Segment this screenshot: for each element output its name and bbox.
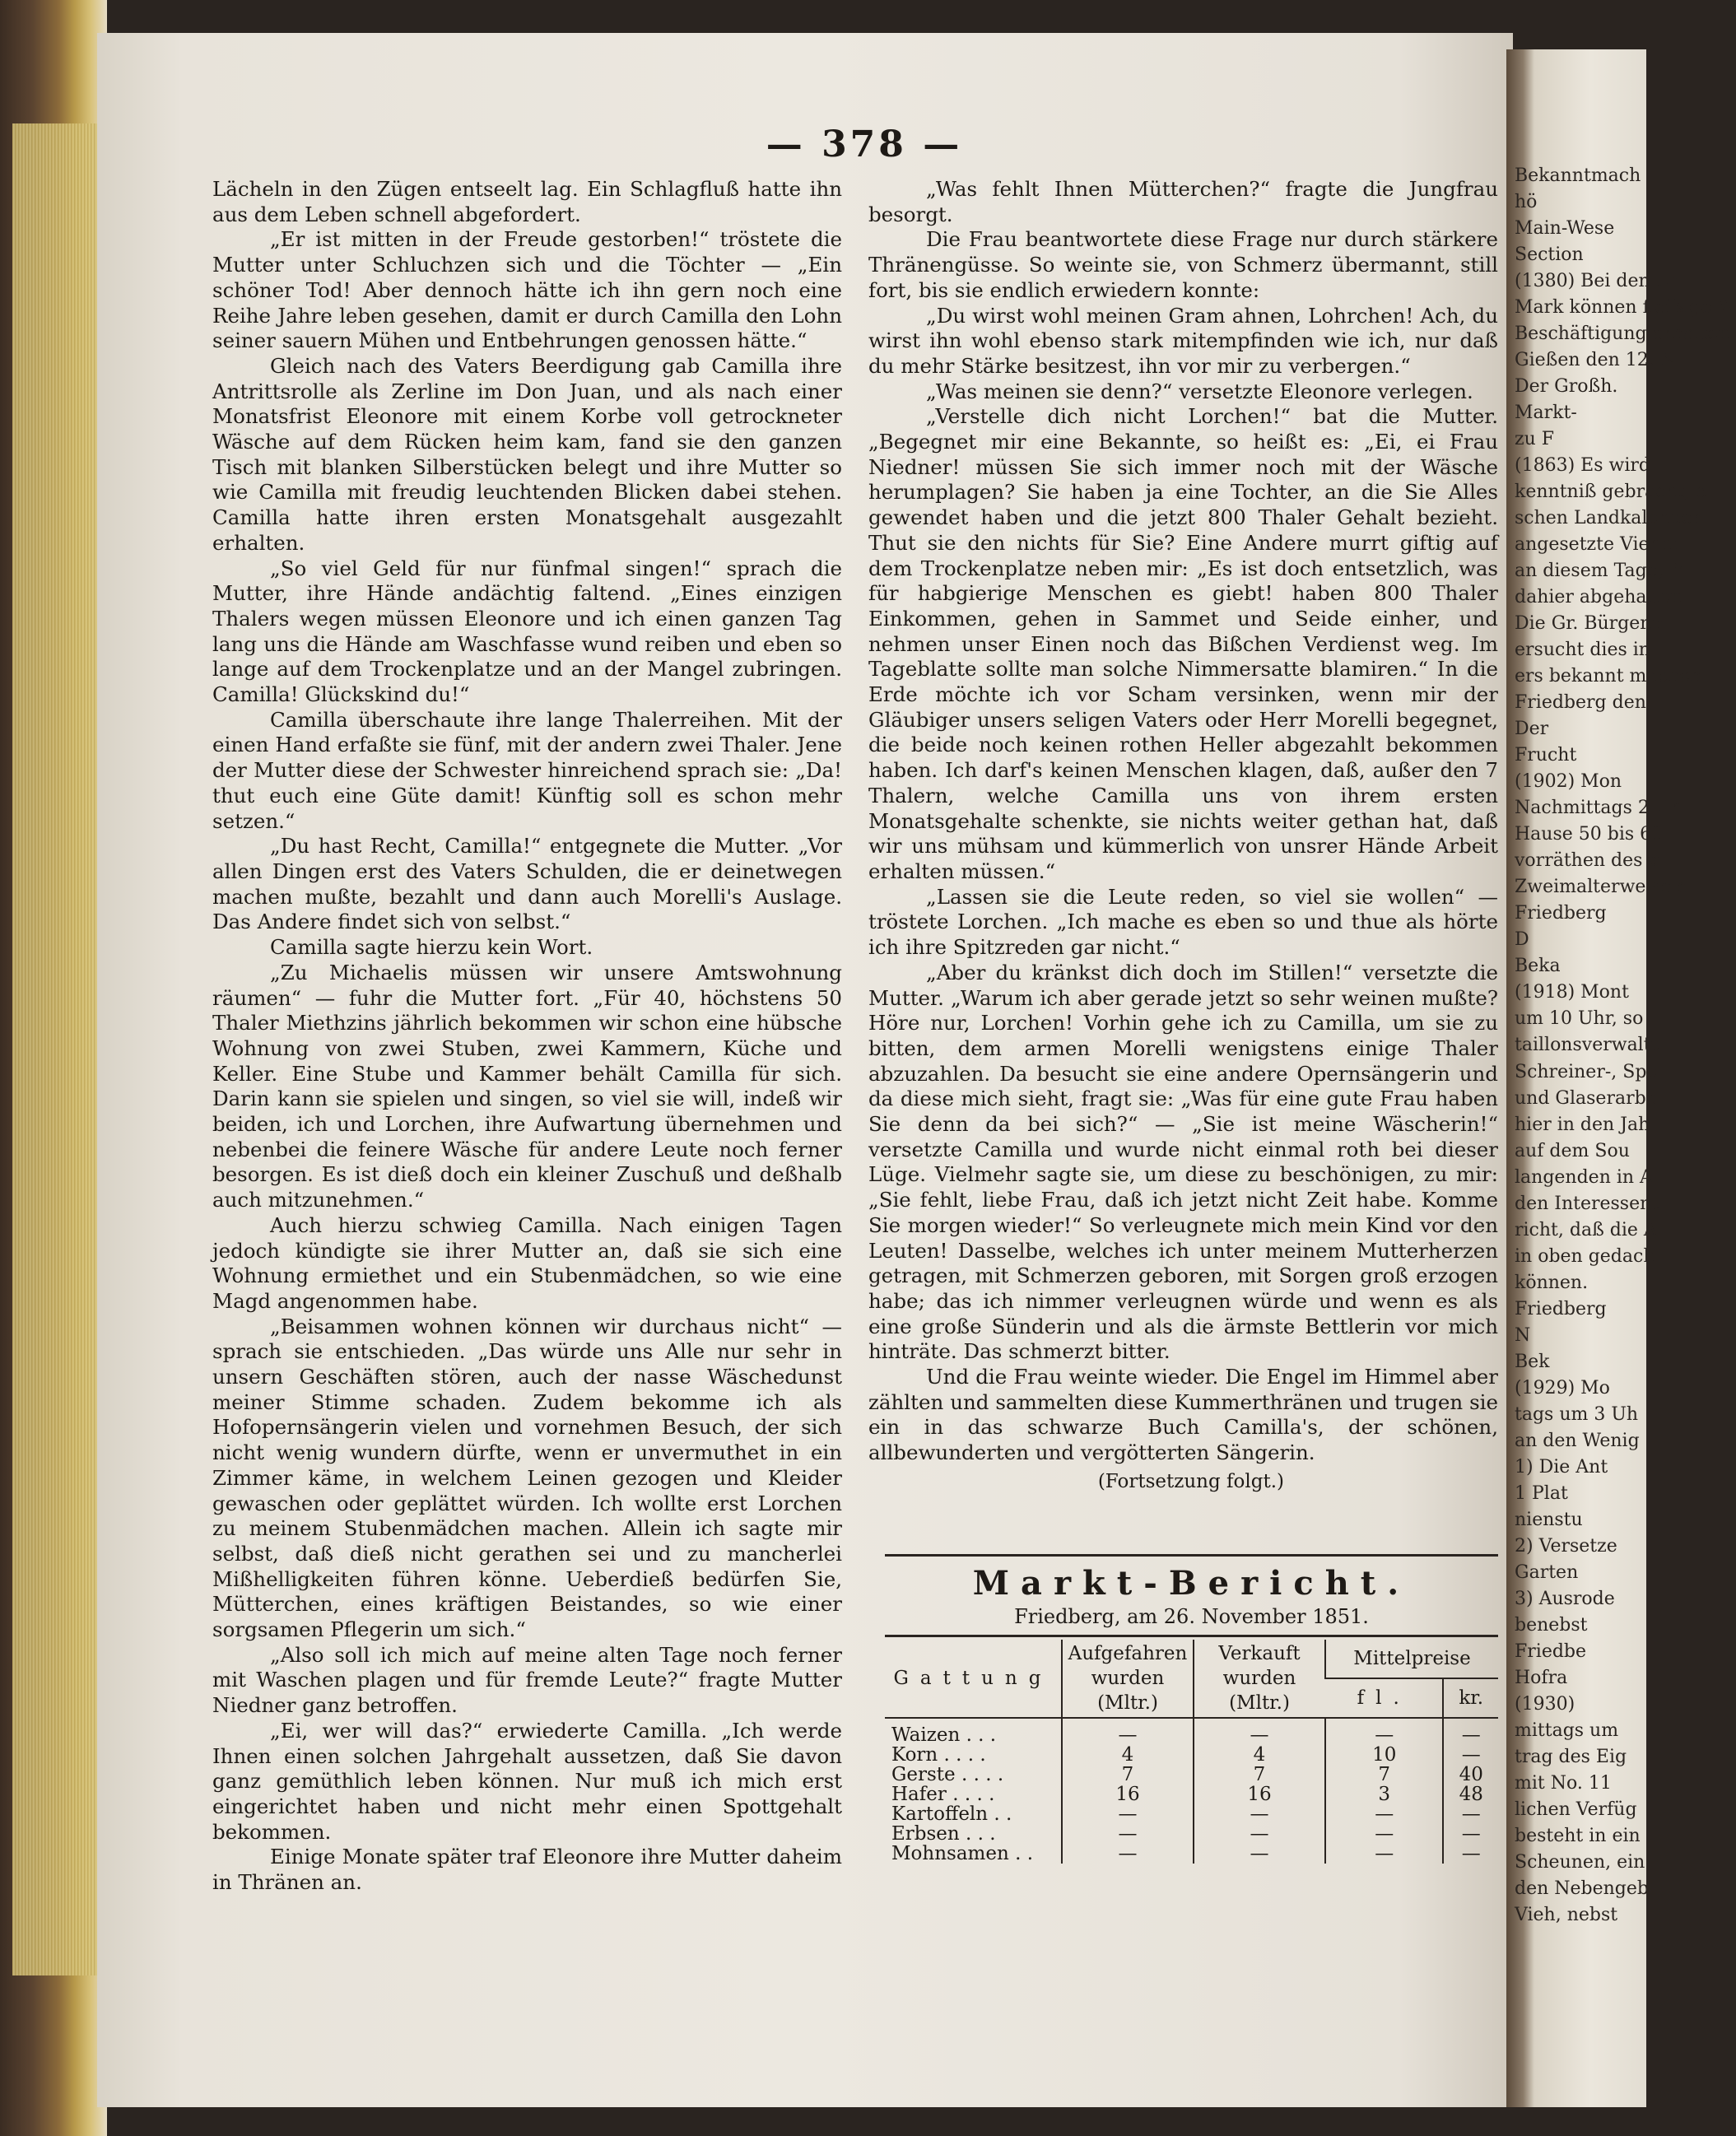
next-page-text-fragment: lichen Verfüg [1515, 1799, 1637, 1820]
cell-sold: 7 [1194, 1765, 1325, 1785]
cell-fl: 3 [1325, 1785, 1443, 1804]
cell-name: Korn . . . . [891, 1744, 986, 1766]
next-page-text-fragment: Vieh, nebst [1515, 1904, 1618, 1925]
next-page-text-fragment: Bekanntmach [1515, 165, 1641, 186]
next-page-text-fragment: dahier abgehalten [1515, 587, 1682, 608]
next-page-text-fragment: vorräthen des v [1515, 850, 1659, 872]
next-page-text-fragment: Beka [1515, 956, 1561, 977]
next-page-text-fragment: hier in den Jah [1515, 1114, 1650, 1135]
next-page-text-fragment: Main-Wese [1515, 218, 1615, 240]
next-page-text-fragment: besteht in ein [1515, 1825, 1641, 1846]
header-fl: fl. [1357, 1687, 1411, 1709]
cell-fl: — [1325, 1718, 1443, 1745]
next-page-text-fragment: Frucht [1515, 745, 1577, 766]
paragraph: „Was fehlt Ihnen Mütterchen?“ fragte die Jungfrau besorgt. [868, 177, 1498, 226]
next-page-text-fragment: Nachmittags 2 Uh [1515, 798, 1682, 819]
page-edges [12, 123, 103, 1975]
cell-kr: 40 [1443, 1765, 1498, 1785]
next-page-text-fragment: Garten [1515, 1561, 1579, 1583]
next-page-text-fragment: Der [1515, 719, 1549, 740]
next-page-text-fragment: Section [1515, 244, 1584, 266]
next-page-text-fragment: Hause 50 bis 60 [1515, 824, 1664, 845]
header-kr: kr. [1443, 1678, 1498, 1718]
header-kind: Gattung [885, 1640, 1062, 1718]
next-page-text-fragment: mit No. 11 [1515, 1772, 1612, 1794]
paragraph: „Lassen sie die Leute reden, so viel sie wollen“ — tröstete Lorchen. „Ich mache es eben so und thue als hörte ich ihre Spitzreden gar nicht.“ [868, 884, 1498, 960]
market-report-title: Markt-Bericht. [972, 1564, 1411, 1603]
next-page-text-fragment: Hofra [1515, 1667, 1568, 1688]
cell-name: Kartoffeln . . [891, 1803, 1012, 1825]
cell-fl: — [1325, 1804, 1443, 1824]
cell-kr: — [1443, 1745, 1498, 1765]
page-number: — 378 — [766, 123, 963, 165]
cell-name: Hafer . . . . [891, 1784, 995, 1805]
paragraph: Und die Frau weinte wieder. Die Engel im Himmel aber zählten und sammelten diese Kummerthränen und trugen sie ein in das schwarze Buch Camilla's, der schönen, allbewunderten und vergötterten Sängerin. [868, 1365, 1498, 1465]
next-page-text-fragment: den Interessent [1515, 1193, 1659, 1214]
next-page-text-fragment: (1902) Mon [1515, 771, 1622, 793]
cell-fl: — [1325, 1824, 1443, 1844]
next-page-text-fragment: um 10 Uhr, so [1515, 1008, 1644, 1030]
cell-name: Erbsen . . . [891, 1823, 996, 1845]
next-page-text-fragment: können. [1515, 1272, 1589, 1293]
next-page-text-fragment: Friedberg den [1515, 692, 1646, 714]
next-page-text-fragment: Scheunen, ein [1515, 1851, 1645, 1873]
market-report-table [885, 1640, 1498, 1864]
next-page-text-fragment: kenntniß gebracht, d [1515, 482, 1708, 503]
next-page-text-fragment: (1380) Bei den Er [1515, 271, 1678, 292]
next-page-text-fragment: schen Landkalender [1515, 508, 1701, 529]
right-column [868, 177, 1498, 1495]
next-page-text-fragment: und Glaserarbe [1515, 1087, 1657, 1109]
cell-brought: — [1062, 1804, 1194, 1824]
next-page-text-fragment: Gießen den 12. N [1515, 350, 1677, 371]
next-page-text-fragment: 2) Versetze [1515, 1535, 1617, 1557]
next-page-text-fragment: 1 Plat [1515, 1482, 1568, 1504]
cell-name: Mohnsamen . . [891, 1843, 1034, 1864]
continued-note: (Fortsetzung folgt.) [1097, 1470, 1284, 1492]
cell-brought: 7 [1062, 1765, 1194, 1785]
next-page-text-fragment: den Nebengeb [1515, 1878, 1649, 1899]
table-row [885, 1765, 1498, 1785]
paragraph: Lächeln in den Zügen entseelt lag. Ein Schlagfluß hatte ihn aus dem Leben schnell abgefordert. [212, 177, 842, 226]
cell-kr: — [1443, 1718, 1498, 1745]
header-brought: Aufgefahren wurden (Mltr.) [1062, 1640, 1194, 1718]
cell-sold: 4 [1194, 1745, 1325, 1765]
paragraph: „Du wirst wohl meinen Gram ahnen, Lohrchen! Ach, du wirst ihn wohl ebenso stark mitempfinden wie ich, nur daß du mehr Stärke besitzest, ihn vor mir zu verbergen.“ [868, 303, 1498, 378]
paragraph: Die Frau beantwortete diese Frage nur durch stärkere Thränengüsse. So weinte sie, von Schmerz übermannt, still fort, bis sie endlich erwiedern konnte: [868, 227, 1498, 302]
paragraph: „Er ist mitten in der Freude gestorben!“ tröstete die Mutter unter Schluchzen sich und die Töchter — „Ein schöner Tod! Aber dennoch hätte ich ihn gern noch eine Reihe Jahre leben gesehen, damit er durch Camilla den Lohn seiner sauern Mühen und Entbehrungen genossen hätte.“ [212, 227, 842, 353]
cell-kr: — [1443, 1844, 1498, 1864]
paragraph: Auch hierzu schwieg Camilla. Nach einigen Tagen jedoch kündigte sie ihrer Mutter an, daß sie sich eine Wohnung ermiethet und ein Stubenmädchen, so wie eine Magd angenommen habe. [212, 1212, 842, 1313]
paragraph: „Also soll ich mich auf meine alten Tage noch ferner mit Waschen plagen und für fremde Leute?“ fragte Mutter Niedner ganz betroffen. [212, 1642, 842, 1718]
next-page-text-fragment: langenden in A [1515, 1166, 1653, 1188]
cell-brought: 4 [1062, 1745, 1194, 1765]
next-page-text-fragment: tags um 3 Uh [1515, 1403, 1639, 1425]
cell-kr: — [1443, 1804, 1498, 1824]
next-page-text-fragment: Mark können fleißige W [1515, 297, 1736, 319]
next-page-text-fragment: 1) Die Ant [1515, 1456, 1608, 1478]
next-page-text-fragment: (1918) Mont [1515, 982, 1629, 1003]
next-page-text-fragment: N [1515, 1324, 1531, 1346]
next-page-text-fragment: Friedbe [1515, 1640, 1587, 1662]
next-page-text-fragment: ersucht dies in [1515, 640, 1650, 661]
next-page-text-fragment: zu F [1515, 429, 1555, 450]
header-sold: Verkauft wurden (Mltr.) [1194, 1640, 1325, 1718]
next-page-text-fragment: taillonsverwaltu [1515, 1035, 1663, 1056]
next-page-text-fragment: Friedberg [1515, 1298, 1607, 1319]
cell-sold: — [1194, 1804, 1325, 1824]
table-row [885, 1804, 1498, 1824]
cell-fl: — [1325, 1844, 1443, 1864]
left-column [212, 177, 842, 1896]
next-page-text-fragment: Zweimalterweise o [1515, 877, 1688, 898]
next-page-text-fragment: (1929) Mo [1515, 1377, 1610, 1398]
table-row [885, 1844, 1498, 1864]
table-row [885, 1824, 1498, 1844]
next-page-text-fragment: hö [1515, 192, 1538, 212]
paragraph: Einige Monate später traf Eleonore ihre Mutter daheim in Thränen an. [212, 1845, 842, 1895]
paragraph: „Was meinen sie denn?“ versetzte Eleonore verlegen. [926, 379, 1473, 403]
next-page-text-fragment: richt, daß die A [1515, 1219, 1657, 1240]
next-page-text-fragment: mittags um [1515, 1720, 1619, 1741]
cell-sold: — [1194, 1824, 1325, 1844]
report-top-rule [885, 1554, 1498, 1557]
cell-name: Gerste . . . . [891, 1764, 1004, 1785]
next-page-text-fragment: auf dem Sou [1515, 1140, 1630, 1161]
next-page-text-fragment: (1930) [1515, 1693, 1575, 1715]
cell-sold: 16 [1194, 1785, 1325, 1804]
next-page-text-fragment: Die Gr. Bürgerm [1515, 613, 1666, 635]
next-page-text-fragment: Der Großh. [1515, 376, 1618, 398]
next-page-text-fragment: trag des Eig [1515, 1746, 1627, 1767]
cell-name: Waizen . . . [891, 1724, 997, 1746]
table-row [885, 1785, 1498, 1804]
paragraph: „Aber du kränkst dich doch im Stillen!“ versetzte die Mutter. „Warum ich aber gerade jetzt so sehr weinen mußte? Höre nur, Lorchen! Vorhin gehe ich zu Camilla, um sie zu bitten, dem armen Morelli wenigstens einige Thaler abzuzahlen. Da besucht sie eine andere Opernsängerin und da diese mich sieht, fragt sie: „Was für eine gute Frau haben Sie denn da bei sich?“ — „Sie ist meine Wäscherin!“ versetzte Camilla und wurde nicht einmal roth bei dieser Lüge. Vielmehr sagte sie, um diese zu beschönigen, zu mir: „Sie fehlt, liebe Frau, daß ich jetzt nicht Zeit habe. Komme Sie morgen wieder!“ So verleugnete mich mein Kind vor den Leuten! Dasselbe, welches ich unter meinem Mutterherzen getragen, mit Schmerzen geboren, mit Sorgen groß erzogen habe; das ich nimmer verleugnen würde und wenn es als eine große Sünderin und als die ärmste Bettlerin vor mich hinträte. Das schmerzt bitter. [868, 960, 1498, 1364]
cell-brought: — [1062, 1718, 1194, 1745]
cell-fl: 7 [1325, 1765, 1443, 1785]
paragraph: Gleich nach des Vaters Beerdigung gab Camilla ihre Antrittsrolle als Zerline im Don Juan, und als nach einer Monatsfrist Eleonore mit einem Korbe voll getrockneter Wäsche auf dem Rücken heim kam, fand sie den ganzen Tisch mit blanken Silberstücken belegt und ihre Mutter so wie Camilla mit freudig leuchtenden Blicken dabei stehen. Camilla hatte ihren ersten Monatsgehalt ausgezahlt erhalten. [212, 353, 842, 555]
next-page-text-fragment: benebst [1515, 1614, 1588, 1636]
next-page-text-fragment: angesetzte Viehm [1515, 534, 1678, 556]
paragraph: „Beisammen wohnen können wir durchaus nicht“ — sprach sie entschieden. „Das würde uns Alle nur sehr in unsern Geschäften stören, auch der nasse Wäschedunst meiner Stimme schaden. Zudem bekomme ich als Hofopernsängerin vielen und vornehmen Besuch, der sich nicht wenig wundern dürfte, wenn er unvermuthet in ein Zimmer käme, in welchem Leinen gezogen und Kleider gewaschen oder geplättet würden. Ich wollte erst Lorchen zu meinem Stubenmädchen machen. Allein ich sagte mir selbst, daß dieß nicht gerathen sei und zu mancherlei Mißhelligkeiten führen könne. Ueberdieß bedürfen Sie, Mütterchen, eines kräftigen Beistandes, so wie einer sorgsamen Pflegerin um sich.“ [212, 1314, 842, 1642]
cell-sold: — [1194, 1718, 1325, 1745]
paragraph: „Ei, wer will das?“ erwiederte Camilla. „Ich werde Ihnen einen solchen Jahrgehalt aussetzen, daß Sie davon ganz gemüthlich leben können. Nur muß ich mich erst eingerichtet haben und nicht mehr einen Spottgehalt bekommen. [212, 1718, 842, 1844]
report-header-rule [885, 1635, 1498, 1637]
table-row [885, 1745, 1498, 1765]
paragraph: „Verstelle dich nicht Lorchen!“ bat die Mutter. „Begegnet mir eine Bekannte, so heißt es: „Ei, ei Frau Niedner! müssen Sie sich immer noch mit der Wäsche herumplagen? Sie haben ja eine Tochter, an die Sie Alles gewendet haben und die jetzt 800 Thaler Gehalt bezieht. Thut sie den nichts für Sie? Eine Andere murrt giftig auf dem Trockenplatze neben mir: „Es ist doch entsetzlich, was für habgierige Menschen es giebt! haben 800 Thaler Einkommen, gehen in Sammet und Seide einher, und nehmen unser Einen noch das Bißchen Verdienst weg. Im Tageblatte sollte man solche Nimmersatte blamiren.“ In die Erde möchte ich vor Scham versinken, wenn mir der Gläubiger unsers seligen Vaters oder Herr Morelli begegnet, die beide noch keinen rothen Heller abgezahlt bekommen haben. Ich darf's keinen Menschen klagen, daß, außer den 7 Thalern, welche Camilla uns von ihrem ersten Monatsgehalte schenkte, sie nichts weiter gethan hat, daß wir uns mühsam und kümmerlich von unsrer Hände Arbeit erhalten müssen.“ [868, 404, 1498, 883]
next-page-text-fragment: an den Wenig [1515, 1430, 1640, 1451]
header-average-prices: Mittelpreise [1325, 1640, 1498, 1678]
next-page-text-fragment: Bek [1515, 1351, 1550, 1372]
paragraph: Camilla sagte hierzu kein Wort. [270, 935, 593, 960]
next-page-text-fragment: Markt- [1515, 403, 1577, 424]
table-row [885, 1718, 1498, 1745]
cell-kr: — [1443, 1824, 1498, 1844]
paragraph: Camilla überschaute ihre lange Thalerreihen. Mit der einen Hand erfaßte sie fünf, mit der andern zwei Thaler. Jene der Mutter diese der Schwester hinreichend sprach sie: „Da! thut euch eine Güte damit! Künftig soll es schon mehr setzen.“ [212, 707, 842, 833]
next-page-text-fragment: Beschäftigung erhalten. [1515, 323, 1736, 345]
next-page-text-fragment: D [1515, 929, 1529, 951]
next-page-text-fragment: (1863) Es wird [1515, 455, 1650, 477]
cell-brought: 16 [1062, 1785, 1194, 1804]
next-page-text-fragment: ers bekannt machen [1515, 666, 1702, 687]
next-page-text-fragment: 3) Ausrode [1515, 1588, 1615, 1609]
paragraph: „So viel Geld für nur fünfmal singen!“ sprach die Mutter, ihre Hände andächtig faltend. „Eines einzigen Thalers wegen müssen Eleonore und ich einen ganzen Tag lang uns die Hände am Waschfasse wund reiben und eben so lange auf dem Trockenplatze und an der Mangel zubringen. Camilla! Glückskind du!“ [212, 556, 842, 707]
cell-fl: 10 [1325, 1745, 1443, 1765]
cell-brought: — [1062, 1844, 1194, 1864]
cell-brought: — [1062, 1824, 1194, 1844]
market-report-subtitle: Friedberg, am 26. November 1851. [1014, 1605, 1369, 1628]
next-page-text-fragment: Friedberg [1515, 903, 1607, 924]
paragraph: „Zu Michaelis müssen wir unsere Amtswohnung räumen“ — fuhr die Mutter fort. „Für 40, höchstens 50 Thaler Miethzins jährlich bekommen wir schon eine hübsche Wohnung von zwei Stuben, zwei Kammern, Küche und Keller. Eine Stube und Kammer behält Camilla für sich. Darin kann sie spielen und singen, so viel sie will, indeß wir beiden, ich und Lorchen, ihre Aufwartung übernehmen und nebenbei die feinere Wäsche für andere Leute noch ferner besorgen. Es ist dieß doch ein kleiner Zuschuß und deßhalb auch mitzunehmen.“ [212, 960, 842, 1212]
cell-kr: 48 [1443, 1785, 1498, 1804]
next-page-text-fragment: an diesem Tage, fr [1515, 561, 1685, 582]
paragraph: „Du hast Recht, Camilla!“ entgegnete die Mutter. „Vor allen Dingen erst des Vaters Schulden, die er deinetwegen machen mußte, bezahlt und dann auch Morelli's Auslage. Das Andere findet sich von selbst.“ [212, 834, 842, 934]
next-page-text-fragment: nienstu [1515, 1509, 1583, 1530]
cell-sold: — [1194, 1844, 1325, 1864]
next-page-text-fragment: Schreiner-, Spe [1515, 1061, 1658, 1082]
next-page-text-fragment: in oben gedach [1515, 1245, 1655, 1267]
